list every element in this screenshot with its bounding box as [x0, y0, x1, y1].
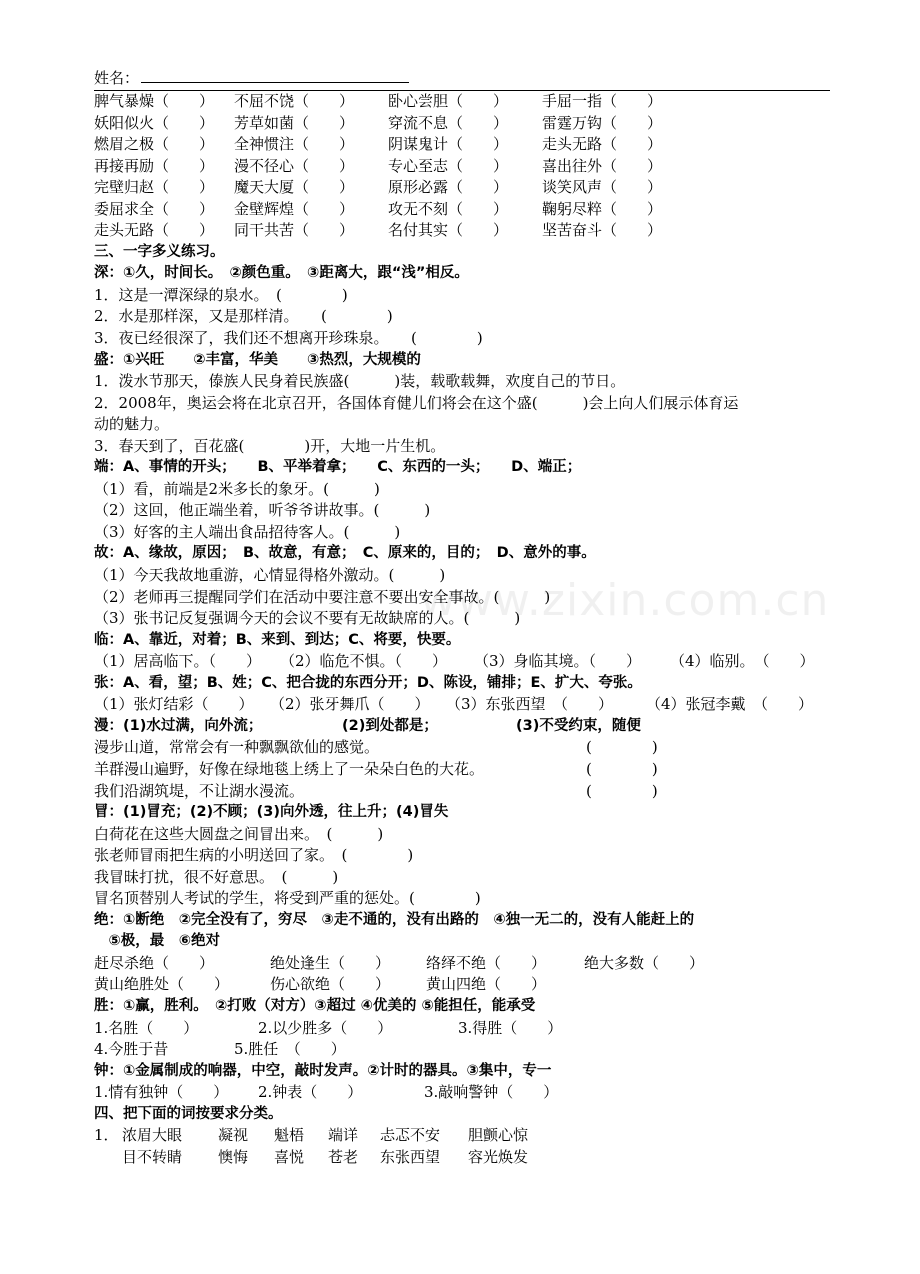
sheng-item-continued: 动的魅力。 [94, 415, 170, 434]
jue-definitions-continued: ⑤极，最 ⑥绝对 [94, 933, 221, 950]
classify-word: 喜悦 [274, 1147, 305, 1166]
jue-items-row [94, 974, 830, 996]
classify-number: 1． [94, 1126, 119, 1145]
idiom-item: 脾气暴燥（ ） [94, 92, 215, 110]
idiom-item: 卧心尝胆（ ） [388, 92, 509, 110]
idiom-item: 谈笑风声（ ） [542, 178, 663, 197]
section-3-title: 三、一字多义练习。 [94, 243, 225, 260]
shen-item: 2．水是那样深，又是那样清。 ( ) [94, 307, 393, 326]
jue-item: 络绎不绝（ ） [426, 953, 547, 972]
idiom-item: 同干共苦（ ） [234, 221, 355, 240]
jue-items-row [94, 953, 830, 975]
zhong-item: 1.情有独钟（ ） [94, 1083, 229, 1102]
sheng2-item: 1.名胜（ ） [94, 1018, 199, 1037]
mao-definitions: 冒：(1)冒充；(2)不顾；(3)向外透，往上升；(4)冒失 [94, 804, 449, 821]
zhang-item: （2）张牙舞爪（ ） [270, 695, 430, 714]
idiom-item: 委屈求全（ ） [94, 199, 215, 218]
gu-definitions: 故：A、缘故，原因； B、故意，有意； C、原来的，目的； D、意外的事。 [94, 545, 596, 562]
zhong-item: 3.敲响警钟（ ） [424, 1083, 559, 1102]
idiom-item: 金壁辉煌（ ） [234, 199, 355, 218]
man-item [94, 737, 830, 759]
lin-items-row [94, 651, 830, 673]
idiom-item: 走头无路（ ） [94, 221, 215, 240]
shen-item: 1．这是一潭深绿的泉水。 ( ) [94, 285, 348, 304]
sheng2-items-row [94, 1039, 830, 1061]
classify-word: 目不转睛 [122, 1147, 183, 1166]
zhong-items-row [94, 1082, 830, 1104]
classify-word: 浓眉大眼 [122, 1126, 183, 1145]
name-field[interactable] [141, 68, 409, 83]
mao-item: 我冒昧打扰，很不好意思。 ( ) [94, 867, 339, 886]
man-def-1: 漫：(1)水过满，向外流； [94, 717, 263, 734]
section-4-title: 四、把下面的词按要求分类。 [94, 1105, 283, 1122]
sheng2-item: 4.今胜于昔 [94, 1040, 169, 1059]
shen-item: 3．夜已经很深了，我们还不想离开珍珠泉。 ( ) [94, 329, 483, 348]
idiom-row [94, 177, 830, 199]
name-label: 姓名： [94, 69, 140, 87]
man-item-text: 漫步山道，常常会有一种飘飘欲仙的感觉。 [94, 738, 380, 757]
idiom-item: 魔天大厦（ ） [234, 178, 355, 197]
idiom-item: 手屈一指（ ） [542, 92, 663, 110]
idiom-item: 穿流不息（ ） [388, 113, 509, 132]
lin-item: （2）临危不惧。（ ） [280, 652, 448, 671]
idiom-item: 阴谋鬼计（ ） [388, 135, 509, 154]
jue-item: 绝大多数（ ） [584, 953, 705, 972]
zhang-item: （4）张冠李戴 （ ） [646, 695, 814, 714]
name-header [94, 68, 830, 91]
idiom-row [94, 91, 830, 113]
zhong-definitions: 钟：①金属制成的响器，中空，敲时发声。②计时的器具。③集中，专一 [94, 1062, 552, 1079]
classify-word: 端详 [328, 1126, 359, 1145]
classify-word: 容光焕发 [468, 1147, 529, 1166]
man-item-blank: ( ) [586, 759, 658, 778]
idiom-item: 再接再励（ ） [94, 156, 215, 175]
idiom-item: 漫不径心（ ） [234, 156, 355, 175]
duan-item: （3）好客的主人端出食品招待客人。( ) [94, 522, 401, 541]
idiom-item: 攻无不刻（ ） [388, 199, 509, 218]
lin-item: （3）身临其境。（ ） [474, 652, 642, 671]
man-def-3: (3)不受约束，随便 [516, 717, 641, 734]
jue-item: 赶尽杀绝（ ） [94, 953, 215, 972]
mao-item: 张老师冒雨把生病的小明送回了家。 ( ) [94, 846, 414, 865]
classify-row [94, 1147, 830, 1169]
idiom-item: 坚苦奋斗（ ） [542, 221, 663, 240]
classify-row [94, 1125, 830, 1147]
classify-word: 凝视 [218, 1126, 249, 1145]
duan-definitions: 端：A、事情的开头； B、平举着拿； C、东西的一头； D、端正； [94, 459, 582, 476]
zhang-item: （1）张灯结彩（ ） [94, 695, 254, 714]
man-item-blank: ( ) [586, 781, 658, 800]
sheng2-item: 2.以少胜多（ ） [258, 1018, 393, 1037]
classify-word: 懊悔 [218, 1147, 249, 1166]
idiom-correction-list [94, 91, 830, 242]
classify-word: 忐忑不安 [380, 1126, 441, 1145]
idiom-row [94, 220, 830, 242]
idiom-item: 名付其实（ ） [388, 221, 509, 240]
lin-item: （4）临别。 （ ） [670, 652, 815, 671]
idiom-item: 喜出往外（ ） [542, 156, 663, 175]
mao-item: 白荷花在这些大圆盘之间冒出来。 ( ) [94, 824, 384, 843]
gu-item: （3）张书记反复强调今天的会议不要有无故缺席的人。( ) [94, 609, 521, 628]
sheng2-item: 3.得胜（ ） [458, 1018, 563, 1037]
duan-item: （1）看，前端是2米多长的象牙。( ) [94, 479, 380, 498]
man-item-text: 我们沿湖筑堤，不让湖水漫流。 [94, 781, 305, 800]
idiom-item: 妖阳似火（ ） [94, 113, 215, 132]
sheng2-definitions: 胜：①赢，胜利。 ②打败（对方）③超过 ④优美的 ⑤能担任，能承受 [94, 997, 536, 1014]
sheng2-item: 5.胜任 （ ） [234, 1040, 346, 1059]
duan-item: （2）这回，他正端坐着，听爷爷讲故事。( ) [94, 501, 431, 520]
idiom-item: 不屈不饶（ ） [234, 92, 355, 110]
idiom-row [94, 156, 830, 178]
sheng-item: 3．春天到了，百花盛( )开，大地一片生机。 [94, 436, 446, 455]
sheng2-items-row [94, 1018, 830, 1040]
idiom-item: 原形必露（ ） [388, 178, 509, 197]
man-item-text: 羊群漫山遍野，好像在绿地毯上绣上了一朵朵白色的大花。 [94, 759, 485, 778]
idiom-row [94, 134, 830, 156]
jue-definitions: 绝：①断绝 ②完全没有了，穷尽 ③走不通的，没有出路的 ④独一无二的，没有人能赶上的 [94, 911, 695, 928]
gu-item: （1）今天我故地重游，心情显得格外激动。( ) [94, 566, 446, 585]
jue-item: 伤心欲绝（ ） [270, 975, 391, 994]
sheng-definitions: 盛：①兴旺 ②丰富，华美 ③热烈，大规模的 [94, 351, 421, 368]
idiom-row [94, 199, 830, 221]
man-item [94, 759, 830, 781]
shen-definitions: 深：①久，时间长。 ②颜色重。 ③距离大，跟“浅”相反。 [94, 265, 469, 282]
classify-word: 魁梧 [274, 1126, 305, 1145]
idiom-item: 全神惯注（ ） [234, 135, 355, 154]
idiom-item: 雷霆万钩（ ） [542, 113, 663, 132]
man-item-blank: ( ) [586, 738, 658, 757]
man-item [94, 781, 830, 803]
zhang-items-row [94, 694, 830, 716]
idiom-item: 鞠躬尽粹（ ） [542, 199, 663, 218]
lin-definitions: 临：A、靠近，对着；B、来到、到达；C、将要，快要。 [94, 631, 461, 648]
idiom-item: 走头无路（ ） [542, 135, 663, 154]
gu-item: （2）老师再三提醒同学们在活动中要注意不要出安全事故。( ) [94, 587, 551, 606]
man-def-2: (2)到处都是； [342, 717, 438, 734]
idiom-item: 专心至志（ ） [388, 156, 509, 175]
lin-item: （1）居高临下。（ ） [94, 652, 262, 671]
classify-word: 胆颤心惊 [468, 1126, 529, 1145]
zhong-item: 2.钟表（ ） [258, 1083, 363, 1102]
classify-word: 苍老 [328, 1147, 359, 1166]
jue-item: 绝处逢生（ ） [270, 953, 391, 972]
zhang-definitions: 张：A、看，望；B、姓；C、把合拢的东西分开；D、陈设，铺排；E、扩大、夸张。 [94, 674, 642, 691]
idiom-item: 芳草如菌（ ） [234, 113, 355, 132]
worksheet [94, 68, 830, 1168]
watermark: www.zixin.com.cn [420, 575, 830, 626]
zhang-item: （3）东张西望 （ ） [446, 695, 614, 714]
mao-item: 冒名顶替别人考试的学生，将受到严重的惩处。( ) [94, 889, 481, 908]
sheng-item: 1．泼水节那天，傣族人民身着民族盛( )装，载歌载舞，欢度自己的节日。 [94, 372, 626, 391]
jue-item: 黄山四绝（ ） [426, 975, 547, 994]
jue-item: 黄山绝胜处（ ） [94, 975, 230, 994]
classify-word: 东张西望 [380, 1147, 441, 1166]
sheng-item: 2．2008年，奥运会将在北京召开，各国体育健儿们将会在这个盛( )会上向人们展示体育运 [94, 393, 739, 412]
idiom-item: 燃眉之极（ ） [94, 135, 215, 154]
idiom-row [94, 113, 830, 135]
man-definitions [94, 716, 830, 738]
idiom-item: 完壁归赵（ ） [94, 178, 215, 197]
